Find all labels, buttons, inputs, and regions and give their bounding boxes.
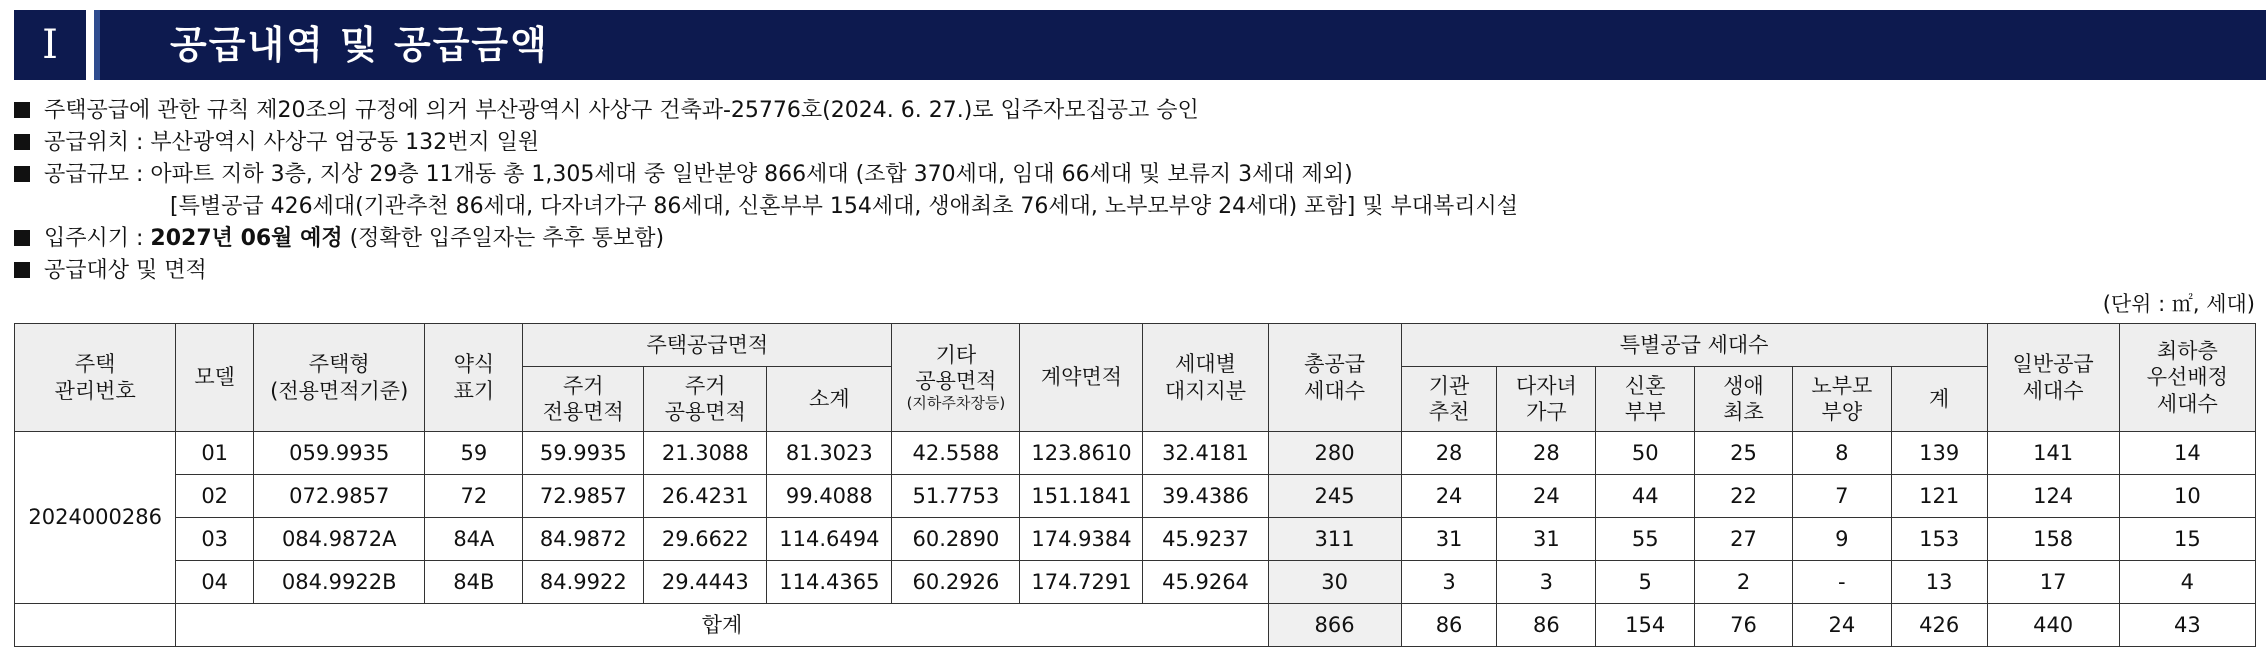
square-bullet-icon <box>14 166 30 182</box>
table-cell: 280 <box>1268 432 1401 475</box>
table-cell: 14 <box>2119 432 2255 475</box>
total-cell: 154 <box>1596 604 1695 647</box>
header-type: 주택형 (전용면적기준) <box>254 324 425 432</box>
notes-list <box>14 95 1518 287</box>
table-cell: 114.6494 <box>767 518 892 561</box>
table-cell: 24 <box>1497 475 1596 518</box>
square-bullet-icon <box>14 102 30 118</box>
table-cell: 15 <box>2119 518 2255 561</box>
table-cell: 39.4386 <box>1143 475 1268 518</box>
table-cell: 10 <box>2119 475 2255 518</box>
table-cell: 311 <box>1268 518 1401 561</box>
table-cell: 01 <box>176 432 254 475</box>
table-cell: 124 <box>1987 475 2119 518</box>
table-cell: 59.9935 <box>523 432 644 475</box>
table-cell: 151.1841 <box>1020 475 1143 518</box>
table-cell: 084.9922B <box>254 561 425 604</box>
table-cell: 27 <box>1695 518 1793 561</box>
header-subtotal: 소계 <box>767 367 892 432</box>
note-scale: 공급규모 : 아파트 지하 3층, 지상 29층 11개동 총 1,305세대 중 일반분양 866세대 (조합 370세대, 임대 66세대 및 보류지 3세대 제외) <box>14 159 1518 191</box>
table-cell: 174.9384 <box>1020 518 1143 561</box>
table-cell: 158 <box>1987 518 2119 561</box>
title-bar <box>94 10 2266 80</box>
header-lowest-floor: 최하층 우선배정 세대수 <box>2119 324 2255 432</box>
header-model: 모델 <box>176 324 254 432</box>
table-cell: 9 <box>1792 518 1891 561</box>
table-cell: 21.3088 <box>644 432 767 475</box>
section-title: 공급내역 및 공급금액 <box>170 23 549 67</box>
table-cell: 72 <box>425 475 523 518</box>
table-cell: 03 <box>176 518 254 561</box>
table-cell: 29.4443 <box>644 561 767 604</box>
table-cell: 51.7753 <box>892 475 1020 518</box>
table-cell: 99.4088 <box>767 475 892 518</box>
header-common-area: 주거 공용면적 <box>644 367 767 432</box>
table-cell: 59 <box>425 432 523 475</box>
total-cell: 440 <box>1987 604 2119 647</box>
total-cell: 866 <box>1268 604 1401 647</box>
table-cell: 3 <box>1401 561 1497 604</box>
table-cell: 245 <box>1268 475 1401 518</box>
square-bullet-icon <box>14 230 30 246</box>
table-cell: 60.2926 <box>892 561 1020 604</box>
total-label: 합계 <box>176 604 1268 647</box>
square-bullet-icon <box>14 262 30 278</box>
table-cell: 84.9922 <box>523 561 644 604</box>
table-cell: 123.8610 <box>1020 432 1143 475</box>
table-cell: 84B <box>425 561 523 604</box>
table-cell: 50 <box>1596 432 1695 475</box>
header-multi-child: 다자녀 가구 <box>1497 367 1596 432</box>
header-newlywed: 신혼 부부 <box>1596 367 1695 432</box>
header-institution: 기관 추천 <box>1401 367 1497 432</box>
table-cell: 2 <box>1695 561 1793 604</box>
total-cell: 426 <box>1891 604 1987 647</box>
table-body <box>15 432 2256 647</box>
table-cell: 072.9857 <box>254 475 425 518</box>
total-cell: 86 <box>1401 604 1497 647</box>
total-cell: 86 <box>1497 604 1596 647</box>
total-row-empty-cell <box>15 604 176 647</box>
table-cell: 4 <box>2119 561 2255 604</box>
table-cell: 13 <box>1891 561 1987 604</box>
table-row <box>15 432 2256 475</box>
table-cell: 31 <box>1497 518 1596 561</box>
square-bullet-icon <box>14 134 30 150</box>
move-in-date: 2027년 06월 예정 <box>150 226 343 251</box>
table-cell: 5 <box>1596 561 1695 604</box>
table-cell: 3 <box>1497 561 1596 604</box>
table-row <box>15 561 2256 604</box>
header-special-supply: 특별공급 세대수 <box>1401 324 1987 367</box>
header-mgmt-no: 주택 관리번호 <box>15 324 176 432</box>
table-cell: 139 <box>1891 432 1987 475</box>
table-cell: 24 <box>1401 475 1497 518</box>
header-general-supply: 일반공급 세대수 <box>1987 324 2119 432</box>
note-location: 공급위치 : 부산광역시 사상구 엄궁동 132번지 일원 <box>14 127 1518 159</box>
table-cell: 45.9264 <box>1143 561 1268 604</box>
section-number: Ⅰ <box>14 10 86 80</box>
table-cell: 25 <box>1695 432 1793 475</box>
table-cell: 29.6622 <box>644 518 767 561</box>
table-cell: 22 <box>1695 475 1793 518</box>
header-abbr: 약식 표기 <box>425 324 523 432</box>
table-cell: 28 <box>1401 432 1497 475</box>
header-supply-area: 주택공급면적 <box>523 324 892 367</box>
table-cell: 31 <box>1401 518 1497 561</box>
mgmt-number-cell: 2024000286 <box>15 432 176 604</box>
table-cell: 42.5588 <box>892 432 1020 475</box>
table-cell: 02 <box>176 475 254 518</box>
table-cell: 7 <box>1792 475 1891 518</box>
total-cell: 76 <box>1695 604 1793 647</box>
header-elderly: 노부모 부양 <box>1792 367 1891 432</box>
total-cell: 24 <box>1792 604 1891 647</box>
total-row <box>15 604 2256 647</box>
table-cell: 059.9935 <box>254 432 425 475</box>
note-target: 공급대상 및 면적 <box>14 255 1518 287</box>
header-special-sum: 계 <box>1891 367 1987 432</box>
table-cell: 8 <box>1792 432 1891 475</box>
table-cell: 04 <box>176 561 254 604</box>
table-cell: 84A <box>425 518 523 561</box>
section-header <box>14 10 2266 80</box>
table-cell: 84.9872 <box>523 518 644 561</box>
table-cell: 45.9237 <box>1143 518 1268 561</box>
table-row <box>15 518 2256 561</box>
header-land-share: 세대별 대지지분 <box>1143 324 1268 432</box>
table-row <box>15 475 2256 518</box>
unit-label: (단위 : ㎡, 세대) <box>2102 292 2255 316</box>
table-cell: 44 <box>1596 475 1695 518</box>
header-first-life: 생애 최초 <box>1695 367 1793 432</box>
table-cell: 55 <box>1596 518 1695 561</box>
table-cell: 114.4365 <box>767 561 892 604</box>
table-cell: 72.9857 <box>523 475 644 518</box>
table-cell: 141 <box>1987 432 2119 475</box>
note-scale-detail: [특별공급 426세대(기관추천 86세대, 다자녀가구 86세대, 신혼부부 154세대, 생애최초 76세대, 노부모부양 24세대) 포함] 및 부대복리시설 <box>170 194 1519 219</box>
table-cell: 28 <box>1497 432 1596 475</box>
table-cell: 121 <box>1891 475 1987 518</box>
table-cell: 153 <box>1891 518 1987 561</box>
table-cell: 26.4231 <box>644 475 767 518</box>
header-exclusive-area: 주거 전용면적 <box>523 367 644 432</box>
note-approval: 주택공급에 관한 규칙 제20조의 규정에 의거 부산광역시 사상구 건축과-25776호(2024. 6. 27.)로 입주자모집공고 승인 <box>14 95 1518 127</box>
table-cell: 084.9872A <box>254 518 425 561</box>
table-cell: 17 <box>1987 561 2119 604</box>
total-cell: 43 <box>2119 604 2255 647</box>
table-cell: 60.2890 <box>892 518 1020 561</box>
table-cell: - <box>1792 561 1891 604</box>
table-cell: 81.3023 <box>767 432 892 475</box>
header-total-supply: 총공급 세대수 <box>1268 324 1401 432</box>
table-cell: 174.7291 <box>1020 561 1143 604</box>
table-cell: 30 <box>1268 561 1401 604</box>
header-other-common: 기타 공용면적 (지하주차장등) <box>892 324 1020 432</box>
note-move-in: 입주시기 : 2027년 06월 예정 (정확한 입주일자는 추후 통보함) <box>14 223 1518 255</box>
supply-table <box>14 323 2256 647</box>
header-contract-area: 계약면적 <box>1020 324 1143 432</box>
table-cell: 32.4181 <box>1143 432 1268 475</box>
